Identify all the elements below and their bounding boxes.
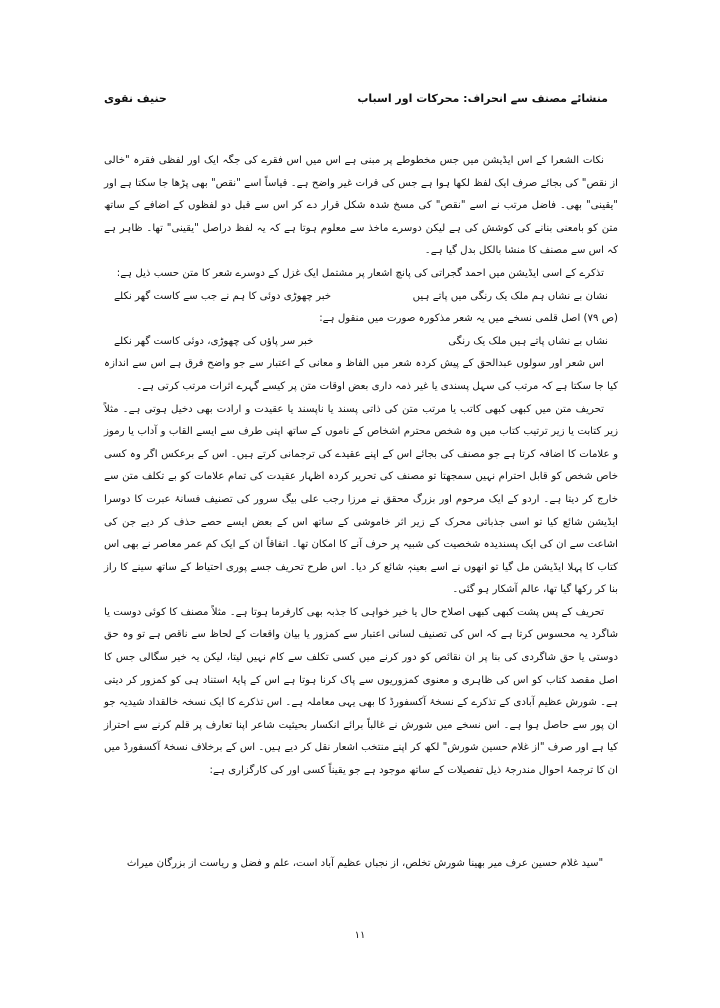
paragraph-5: تحریف کے پس پشت کبھی کبھی اصلاح حال یا خیر خواہی کا جذبہ بھی کارفرما ہوتا ہے۔ مثلاً مصنف کا کوئی دوست یا شاگرد یہ محسوس کرتا ہے کہ اس کی تصنیف لسانی اعتبار سے کمزور یا بیان واقعات کے لحاظ سے ناقص ہے تو وہ حق دوستی یا حق شاگردی کی بنا پر ان نقائص کو دور کرنے میں کسی تکلف سے کام نہیں لیتا، لیکن یہ خیر سگالی جس کا اصل مقصد کتاب کو اس کی ظاہری و معنوی کمزوریوں سے پاک کرنا ہوتا ہے اس کے پایۂ استناد ہی کو کمزور کر دیتی ہے۔ شورش عظیم آبادی کے تذکرے کے نسخۂ آکسفورڈ کا بھی یہی معاملہ ہے۔ اس تذکرے کا ایک نسخہ خالقداد شیدیہ جو ان پور سے حاصل ہوا ہے۔ اس نسخے میں شورش نے غالباً برائے انکسار بحیثیت شاعر اپنا تعارف پر قلم کرنے سے احتراز کیا ہے اور صرف "از غلام حسین شورش" لکھ کر اپنے منتخب اشعار نقل کر دیے ہیں۔ اس کے برخلاف نسخۂ آکسفورڈ میں ان کا ترجمۂ احوال مندرجۂ ذیل تفصیلات کے ساتھ موجود ہے جو یقیناً کسی اور کی کارگزاری ہے: [104, 606, 618, 777]
header-author: حنیف نقوی [104, 92, 167, 105]
header-title: منشائے مصنف سے انحراف: محرکات اور اسباب [357, 92, 608, 105]
running-header [104, 92, 608, 105]
quoted-line: "سید غلام حسین عرف میر بھینا شورش تخلص، از نجباں عظیم آباد است، علم و فضل و ریاست از بزرگان میراث [126, 858, 604, 869]
page-body [104, 150, 618, 783]
page-number: ۱۱ [354, 930, 366, 941]
verse-2-left-hemistich: خبر سر پاؤں کی چھوڑی، دوئی کاست گھر نکلے [114, 335, 314, 347]
verse-caption: (ص ۷۹) اصل قلمی نسخے میں یہ شعر مذکورہ صورت میں منقول ہے: [319, 313, 618, 325]
paragraph-4: تحریف متن میں کبھی کبھی کاتب یا مرتب متن کی ذاتی پسند یا ناپسند یا عقیدت و ارادت بھی دخیل ہوتی ہے۔ مثلاً زیر کتابت یا زیر ترتیب کتاب میں وہ شخص محترم اشخاص کے ناموں کے ساتھ اپنی طرف سے ایسے القاب و آداب یا رموز و علامات کا اضافہ کرتا ہے جو مصنف کی بجائے اس کے اپنے عقیدے کی ترجمانی کرتے ہیں۔ اس کے برعکس اگر وہ کسی خاص شخص کو قابل احترام نہیں سمجھتا تو مصنف کی تحریر کردہ اظہار عقیدت کی تمام علامات کو بے تکلف متن سے خارج کر دیتا ہے۔ اردو کے ایک مرحوم اور بزرگ محقق نے مرزا رجب علی بیگ سرور کی تصنیف فسانۂ عبرت کا دوسرا ایڈیشن شائع کیا تو اسی جذباتی محرک کے زیر اثر خاموشی کے ساتھ اس کے بعض ایسے حصے حذف کر دیے جن کی اشاعت سے ان کی ایک پسندیدہ شخصیت کی شبیہ پر حرف آنے کا امکان تھا۔ اتفاقاً ان کے ایک کم عمر معاصر نے بھی اس کتاب کا پہلا ایڈیشن مل گیا تو انھوں نے اسے بعینہٖ شائع کر دیا۔ اس طرح تحریف جسے پوری احتیاط کے ساتھ سینے کا راز بنا کر رکھا گیا تھا، عالم آشکار ہو گئی۔ [104, 403, 618, 596]
verse-2 [104, 331, 618, 354]
paragraph-1: نکات الشعرا کے اس ایڈیشن میں جس مخطوطے پر مبنی ہے اس میں اس فقرے کی جگہ ایک اور لفظی فقرہ "خالی از نقص" کی بجائے صرف ایک لفظ لکھا ہوا ہے جس کی قرات غیر واضح ہے۔ قیاساً اسے "نقص" بھی پڑھا جا سکتا ہے اور "یقینی" بھی۔ فاضل مرتب نے اسے "نقص" کی مسخ شدہ شکل قرار دے کر اس سے قبل دو لفظوں کے اضافے کے ساتھ متن کو بامعنی بنانے کی کوشش کی ہے لیکن دوسرے ماخذ سے معلوم ہوتا ہے کہ یہ لفظ دراصل "یقینی" تھا۔ ظاہر ہے کہ اس سے مصنف کا منشا بالکل بدل گیا ہے۔ [104, 155, 618, 257]
verse-2-right-hemistich: نشاں بے نشاں پاتے ہیں ملک یک رنگی [448, 335, 608, 347]
verse-1-right-hemistich: نشان بے نشاں ہم ملک یک رنگی میں پاتے ہیں [412, 290, 608, 302]
paragraph-3: اس شعر اور سولوں عبدالحق کے پیش کردہ شعر میں الفاظ و معانی کے اعتبار سے جو واضح فرق ہے اس سے اندازہ کیا جا سکتا ہے کہ مرتب کی سہل پسندی یا غیر ذمہ داری بعض اوقات متن پر کیسے گہرے اثرات مرتب کرتی ہے۔ [104, 358, 618, 392]
paragraph-2: تذکرے کے اسی ایڈیشن میں احمد گجراتی کی پانچ اشعار پر مشتمل ایک غزل کے دوسرے شعر کا متن حسب ذیل ہے: [116, 267, 604, 279]
verse-1-left-hemistich: خبر چھوڑی دوئی کا ہم نے جب سے کاست گھر نکلے [114, 290, 332, 302]
verse-1 [104, 286, 618, 309]
